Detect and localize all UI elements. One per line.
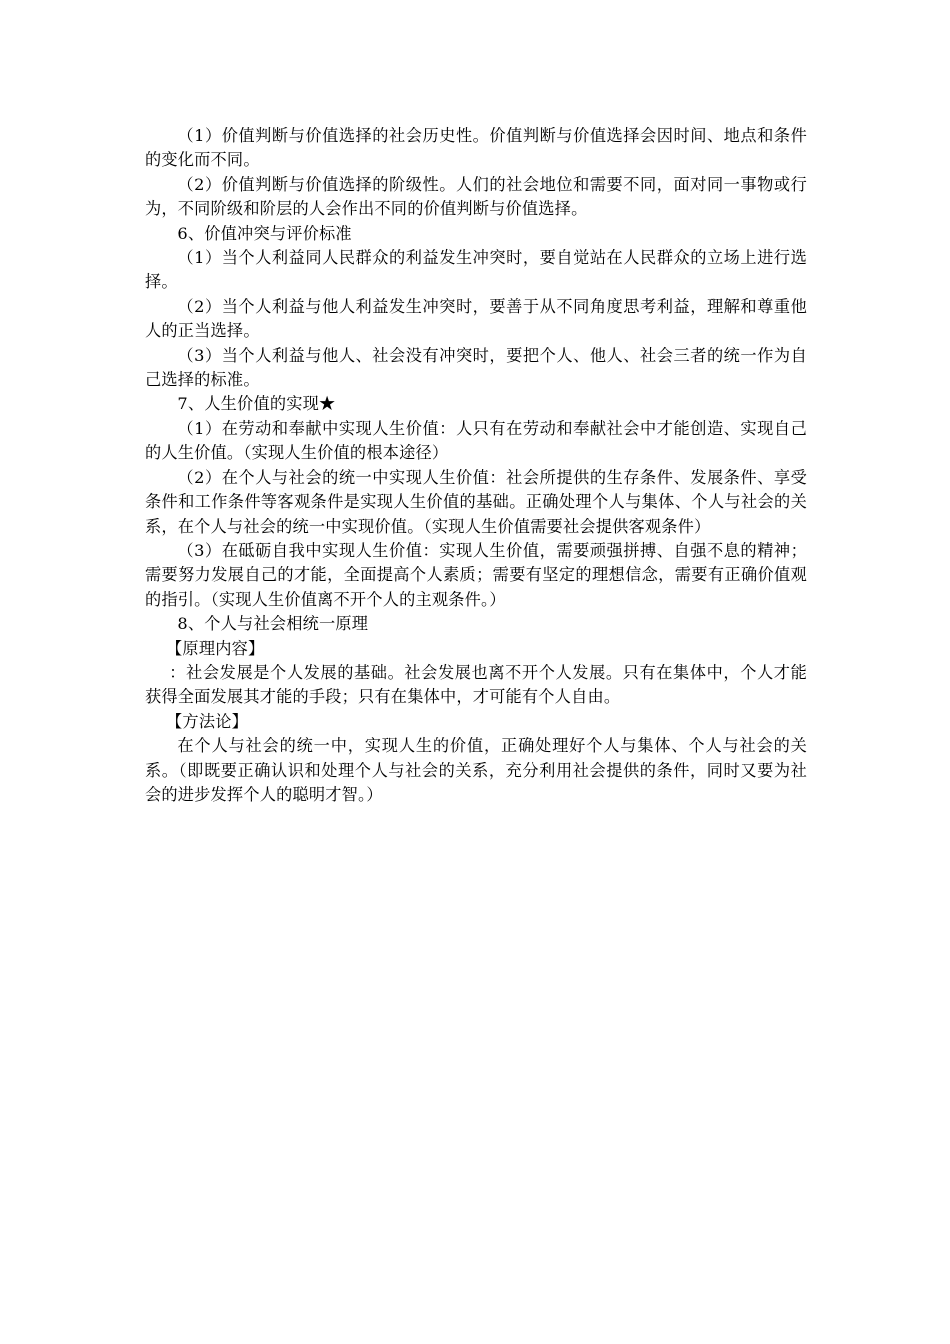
paragraph-realize-2: （2）在个人与社会的统一中实现人生价值：社会所提供的生存条件、发展条件、享受条件和工作条件等客观条件是实现人生价值的基础。正确处理个人与集体、个人与社会的关系，在个人与社会的统一中实现价值。（实现人生价值需要社会提供客观条件） bbox=[145, 467, 807, 536]
paragraph-conflict-2: （2）当个人利益与他人利益发生冲突时，要善于从不同角度思考利益，理解和尊重他人的正当选择。 bbox=[145, 296, 807, 341]
paragraph-conflict-1: （1）当个人利益同人民群众的利益发生冲突时，要自觉站在人民群众的立场上进行选择。 bbox=[145, 248, 807, 292]
label-principle-content: 【原理内容】 bbox=[166, 638, 265, 658]
paragraph-conflict-3: （3）当个人利益与他人、社会没有冲突时，要把个人、他人、社会三者的统一作为自己选择的标准。 bbox=[145, 345, 807, 390]
paragraph-realize-1: （1）在劳动和奉献中实现人生价值：人只有在劳动和奉献社会中才能创造、实现自己的人生价值。（实现人生价值的根本途径） bbox=[145, 418, 807, 463]
paragraph-realize-3: （3）在砥砺自我中实现人生价值：实现人生价值，需要顽强拼搏、自强不息的精神；需要努力发展自己的才能，全面提高个人素质；需要有坚定的理想信念，需要有正确价值观的指引。（实现人生价值离不开个人的主观条件。） bbox=[145, 540, 807, 609]
paragraph-value-historical: （1）价值判断与价值选择的社会历史性。价值判断与价值选择会因时间、地点和条件的变化而不同。 bbox=[145, 126, 807, 170]
label-methodology: 【方法论】 bbox=[166, 711, 248, 731]
section-heading-6: 6、价值冲突与评价标准 bbox=[177, 223, 352, 243]
document-body bbox=[145, 124, 807, 807]
paragraph-value-class: （2）价值判断与价值选择的阶级性。人们的社会地位和需要不同，面对同一事物或行为，不同阶级和阶层的人会作出不同的价值判断与价值选择。 bbox=[145, 174, 807, 219]
paragraph-principle-content: ：社会发展是个人发展的基础。社会发展也离不开个人发展。只有在集体中，个人才能获得全面发展其才能的手段；只有在集体中，才可能有个人自由。 bbox=[145, 662, 807, 707]
paragraph-methodology: 在个人与社会的统一中，实现人生的价值，正确处理好个人与集体、个人与社会的关系。（即既要正确认识和处理个人与社会的关系，充分利用社会提供的条件，同时又要为社会的进步发挥个人的聪明才智。） bbox=[145, 736, 807, 804]
section-heading-8: 8、个人与社会相统一原理 bbox=[177, 614, 369, 634]
section-heading-7: 7、人生价值的实现★ bbox=[177, 394, 336, 414]
